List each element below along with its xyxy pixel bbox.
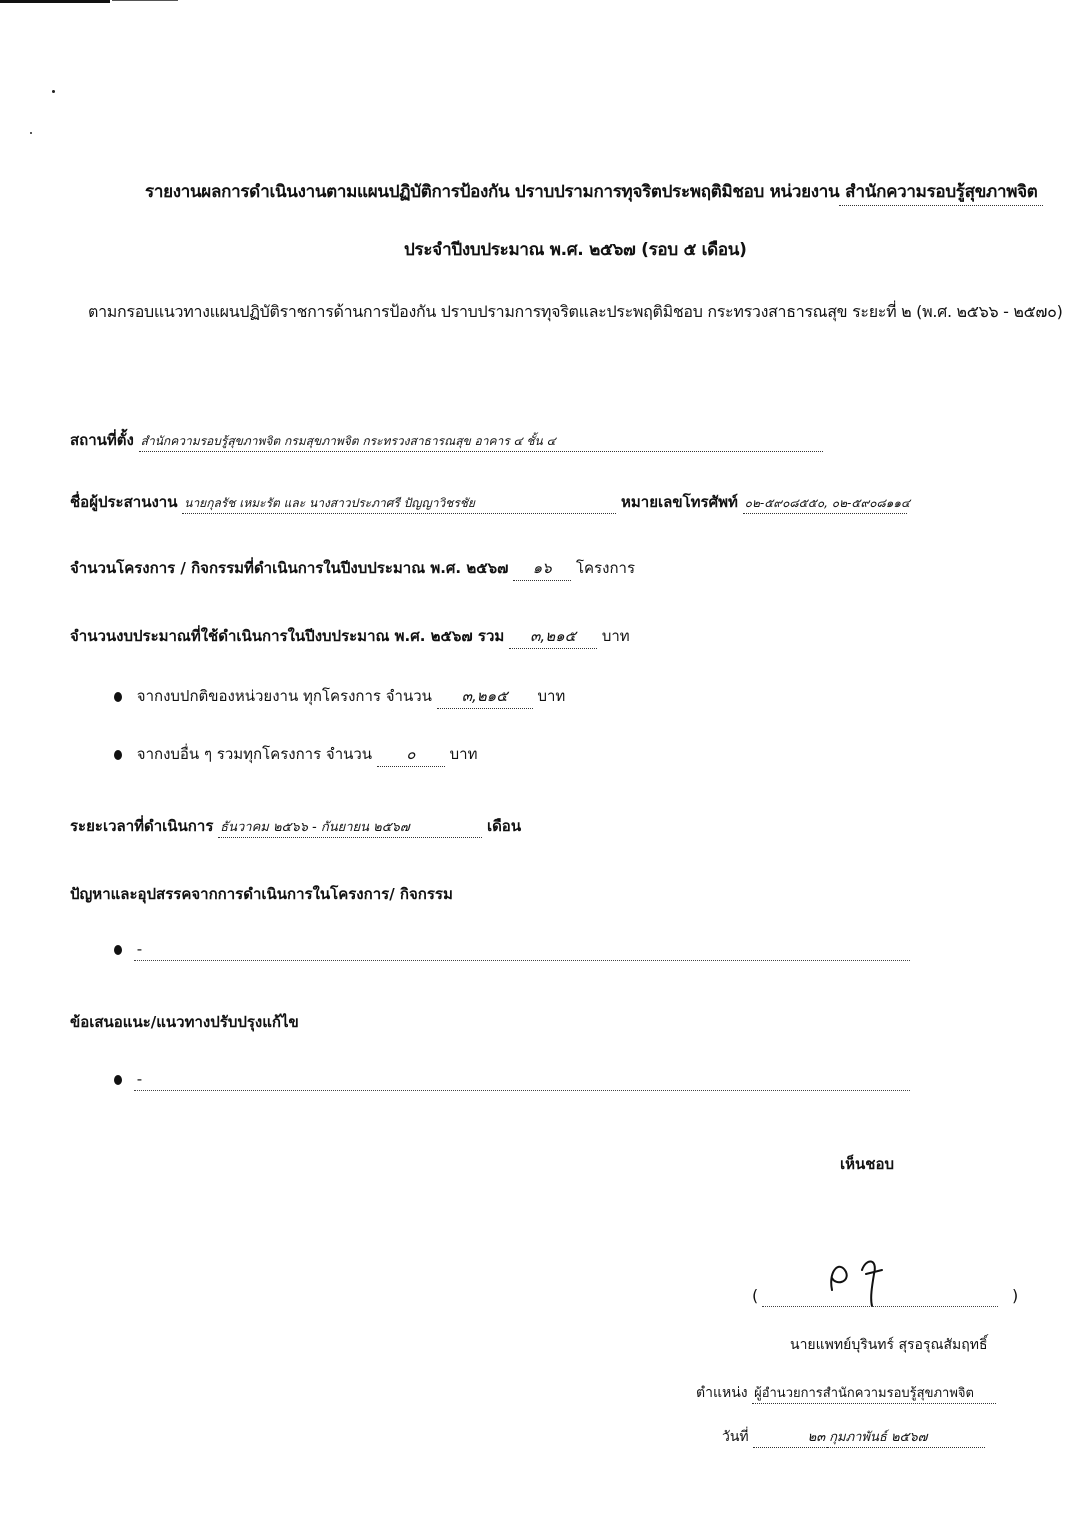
location-value: สำนักความรอบรู้สุขภาพจิต กรมสุขภาพจิต กระทรวงสาธารณสุข อาคาร ๔ ชั้น ๔	[139, 432, 823, 452]
projects-label: จำนวนโครงการ / กิจกรรมที่ดำเนินการในปีงบประมาณ พ.ศ. ๒๕๖๗	[70, 559, 509, 577]
location-row	[70, 428, 823, 452]
coordinator-label: ชื่อผู้ประสานงาน	[70, 493, 178, 511]
position-row	[696, 1382, 996, 1404]
budget-other-value: ๐	[377, 742, 445, 767]
coordinator-value: นายกุลรัช เหมะรัต และ นางสาวประภาศรี ปัญญาวิชรชัย	[182, 494, 616, 514]
phone-value: ๐๒-๕๙๐๘๕๕๐, ๐๒-๕๙๐๘๑๑๔	[743, 494, 907, 514]
budget-row	[70, 624, 630, 649]
budget-value: ๓,๒๑๕	[509, 624, 597, 649]
suggestions-value: -	[136, 1070, 143, 1088]
budget-unit: บาท	[601, 627, 630, 645]
fiscal-year-title: ประจำปีงบประมาณ พ.ศ. ๒๕๖๗ (รอบ ๕ เดือน)	[404, 240, 747, 260]
signature-close-paren: )	[1012, 1286, 1019, 1305]
budget-other-label: จากงบอื่น ๆ รวมทุกโครงการ จำนวน	[136, 745, 373, 763]
approval-text: เห็นชอบ	[840, 1155, 894, 1173]
problems-item	[114, 940, 142, 958]
signature-mark	[810, 1240, 900, 1310]
period-value: ธันวาคม ๒๕๖๖ - กันยายน ๒๕๖๗	[218, 816, 482, 838]
budget-other-unit: บาท	[449, 745, 478, 763]
problems-fill-line	[134, 960, 910, 961]
top-edge-mark-thin	[112, 0, 178, 1]
date-month-year: กุมภาพันธ์ ๒๕๖๗	[827, 1426, 985, 1448]
budget-other-row	[114, 742, 477, 767]
date-row	[722, 1426, 985, 1448]
location-label: สถานที่ตั้ง	[70, 431, 134, 449]
budget-normal-row	[114, 684, 565, 709]
position-label: ตำแหน่ง	[696, 1385, 748, 1401]
framework-subtitle: ตามกรอบแนวทางแผนปฏิบัติราชการด้านการป้องกัน ปราบปรามการทุจริตและประพฤติมิชอบ กระทรวงสาธารณสุข ระยะที่ ๒ (พ.ศ. ๒๕๖๖ - ๒๕๗๐)	[88, 302, 1063, 321]
top-edge-mark	[0, 0, 110, 3]
period-row	[70, 814, 521, 838]
budget-normal-label: จากงบปกติของหน่วยงาน ทุกโครงการ จำนวน	[136, 687, 432, 705]
budget-normal-unit: บาท	[537, 687, 566, 705]
signature-open-paren: (	[752, 1286, 759, 1305]
bullet-icon	[114, 945, 122, 955]
problems-value: -	[136, 940, 143, 958]
suggestions-label: ข้อเสนอแนะ/แนวทางปรับปรุงแก้ไข	[70, 1013, 299, 1031]
report-title-prefix: รายงานผลการดำเนินงานตามแผนปฏิบัติการป้องกัน ปราบปรามการทุจริตประพฤติมิชอบ หน่วยงาน	[145, 182, 840, 202]
projects-row	[70, 556, 635, 581]
period-unit: เดือน	[486, 817, 522, 835]
bullet-icon	[114, 1075, 122, 1085]
signature-line	[762, 1306, 998, 1307]
period-label: ระยะเวลาที่ดำเนินการ	[70, 817, 214, 835]
bullet-icon	[114, 692, 122, 702]
bullet-icon	[114, 750, 122, 760]
date-day: ๒๓	[753, 1426, 827, 1448]
date-label: วันที่	[722, 1429, 749, 1445]
coordinator-row	[70, 490, 911, 514]
phone-label: หมายเลขโทรศัพท์	[621, 493, 738, 511]
scan-speck	[52, 90, 55, 93]
report-unit-name: สำนักความรอบรู้สุขภาพจิต	[839, 178, 1043, 206]
scan-speck	[30, 132, 32, 134]
signer-name: นายแพทย์บุรินทร์ สุรอรุณสัมฤทธิ์	[790, 1337, 988, 1353]
problems-label: ปัญหาและอุปสรรคจากการดำเนินการในโครงการ/ กิจกรรม	[70, 885, 453, 903]
report-title	[145, 178, 1043, 206]
suggestions-fill-line	[134, 1090, 910, 1091]
projects-unit: โครงการ	[575, 559, 636, 577]
projects-value: ๑๖	[513, 556, 571, 581]
budget-normal-value: ๓,๒๑๕	[437, 684, 533, 709]
position-value: ผู้อำนวยการสำนักความรอบรู้สุขภาพจิต	[752, 1382, 996, 1404]
budget-label: จำนวนงบประมาณที่ใช้ดำเนินการในปีงบประมาณ พ.ศ. ๒๕๖๗ รวม	[70, 627, 505, 645]
suggestions-item	[114, 1070, 142, 1088]
